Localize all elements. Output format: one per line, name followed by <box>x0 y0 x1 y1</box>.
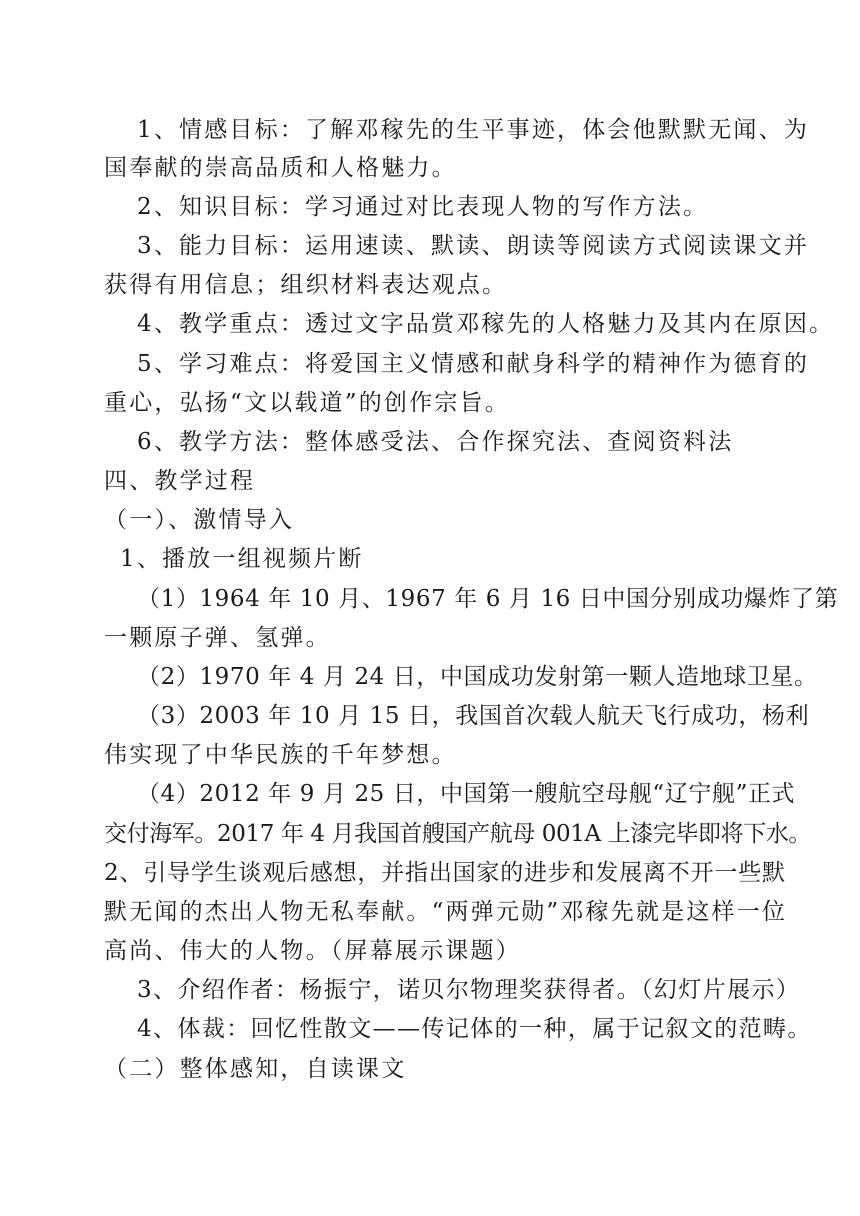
text-line: 一颗原子弹、氢弹。 <box>104 625 331 651</box>
text-line: 2、知识目标：学习通过对比表现人物的写作方法。 <box>137 194 709 220</box>
text-line: 1、情感目标：了解邓稼先的生平事迹，体会他默默无闻、为 <box>137 117 810 143</box>
text-line: 重心，弘扬“文以载道”的创作宗旨。 <box>104 390 510 416</box>
text-line: 2、引导学生谈观后感想，并指出国家的进步和发展离不开一些默 <box>104 860 786 886</box>
text-line: 伟实现了中华民族的千年梦想。 <box>104 742 457 768</box>
text-line: 交付海军。2017 年 4 月我国首艘国产航母 001A 上漆完毕即将下水。 <box>104 821 812 847</box>
text-line: 1、播放一组视频片断 <box>120 546 364 572</box>
subsection-heading: （二）整体感知，自读课文 <box>104 1056 407 1082</box>
text-line: 3、介绍作者：杨振宁，诺贝尔物理奖获得者。（幻灯片展示） <box>137 977 801 1003</box>
text-line: 4、体裁：回忆性散文——传记体的一种，属于记叙文的范畴。 <box>137 1016 812 1042</box>
text-line: （1）1964 年 10 月、1967 年 6 月 16 日中国分别成功爆炸了第 <box>137 586 839 612</box>
text-line: 3、能力目标：运用速读、默读、朗读等阅读方式阅读课文并 <box>137 233 810 259</box>
subsection-heading: （一）、激情导入 <box>104 507 295 533</box>
text-line: （4）2012 年 9 月 25 日，中国第一艘航空母舰“辽宁舰”正式 <box>137 781 796 807</box>
text-line: （2）1970 年 4 月 24 日，中国成功发射第一颗人造地球卫星。 <box>137 664 818 690</box>
text-line: 获得有用信息；组织材料表达观点。 <box>104 272 508 298</box>
text-line: 国奉献的崇高品质和人格魅力。 <box>104 155 457 181</box>
text-line: 4、教学重点：透过文字品赏邓稼先的人格魅力及其内在原因。 <box>137 311 835 337</box>
text-line: （3）2003 年 10 月 15 日，我国首次载人航天飞行成功，杨利 <box>137 703 810 729</box>
text-line: 高尚、伟大的人物。（屏幕展示课题） <box>104 938 521 964</box>
section-heading: 四、教学过程 <box>104 468 256 494</box>
text-line: 默无闻的杰出人物无私奉献。“两弹元勋”邓稼先就是这样一位 <box>104 899 788 925</box>
text-line: 6、教学方法：整体感受法、合作探究法、查阅资料法 <box>137 429 734 455</box>
text-line: 5、学习难点：将爱国主义情感和献身科学的精神作为德育的 <box>137 351 810 377</box>
